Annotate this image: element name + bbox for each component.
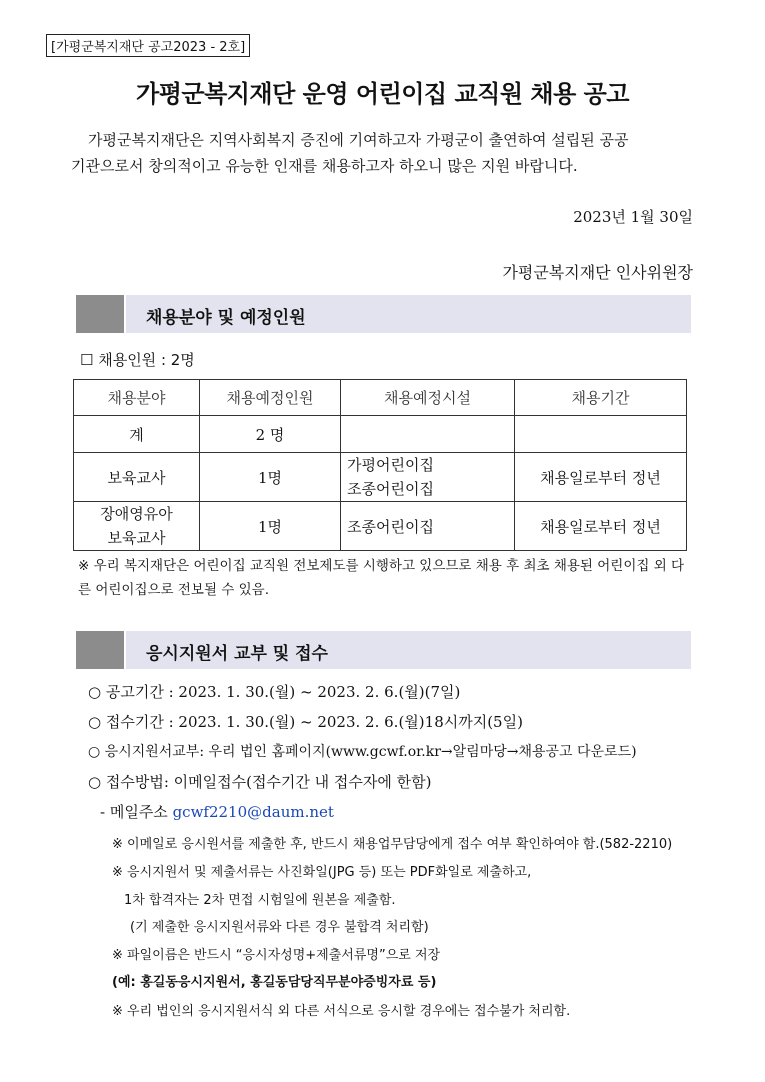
facility-name: 조종어린이집 [347, 480, 434, 498]
note-line: (예: 홍길동응시지원서, 홍길동담당직무분야증빙자료 등) [112, 975, 437, 990]
table-header: 채용예정인원 [200, 380, 341, 416]
table-row-total [74, 416, 687, 453]
table-cell: 1명 [200, 502, 341, 551]
email-label: - 메일주소 [100, 803, 173, 821]
field-name: 장애영유아 [100, 505, 173, 523]
table-cell: 채용일로부터 정년 [515, 502, 687, 551]
section-marker-icon [76, 295, 124, 333]
section-heading: 응시지원서 교부 및 접수 [146, 644, 328, 664]
note-line: ※ 이메일로 응시원서를 제출한 후, 반드시 채용업무담당에게 접수 여부 확인하여야 함.(582-2210) [112, 837, 673, 852]
email-line [100, 801, 334, 822]
table-cell: 채용일로부터 정년 [515, 453, 687, 502]
page-title: 가평군복지재단 운영 어린이집 교직원 채용 공고 [136, 80, 629, 108]
list-item: ○ 접수기간 : 2023. 1. 30.(월) ~ 2023. 2. 6.(월)18시까지(5일) [88, 713, 523, 731]
section-header-application [76, 631, 691, 669]
field-name: 보육교사 [107, 529, 166, 547]
table-cell [74, 502, 200, 551]
note-line: ※ 응시지원서 및 제출서류는 사진화일(JPG 등) 또는 PDF화일로 제출하고, [112, 865, 532, 880]
note-line: 1차 합격자는 2차 면접 시험일에 원본을 제출함. [124, 893, 396, 908]
intro-line-2: 기관으로서 창의적이고 유능한 인재를 채용하고자 하오니 많은 지원 바랍니다. [71, 157, 578, 175]
table-cell [341, 453, 515, 502]
facility-name: 가평어린이집 [347, 456, 434, 474]
email-address[interactable]: gcwf2210@daum.net [172, 803, 334, 821]
note-line: (기 제출한 응시지원서류와 다른 경우 불합격 처리함) [130, 920, 429, 935]
transfer-note: ※ 우리 복지재단은 어린이집 교직원 전보제도를 시행하고 있으므로 채용 후 최초 채용된 어린이집 외 다른 어린이집으로 전보될 수 있음. [78, 558, 685, 598]
table-cell: 조종어린이집 [341, 502, 515, 551]
notice-number: [가평군복지재단 공고2023 - 2호] [46, 34, 250, 57]
table-cell: 보육교사 [74, 453, 200, 502]
table-header-row [74, 380, 687, 416]
table-header: 채용분야 [74, 380, 200, 416]
recruit-count: ☐ 채용인원 : 2명 [80, 351, 195, 369]
list-item: ○ 응시지원서교부: 우리 법인 홈페이지(www.gcwf.or.kr→알림마당→채용공고 다운로드) [88, 744, 637, 760]
note-line: ※ 파일이름은 반드시 “응시자성명+제출서류명”으로 저장 [112, 948, 441, 963]
table-row [74, 453, 687, 502]
section-marker-icon [76, 631, 124, 669]
note-line: ※ 우리 법인의 응시지원서식 외 다른 서식으로 응시할 경우에는 접수불가 처리함. [112, 1004, 571, 1019]
table-header: 채용기간 [515, 380, 687, 416]
list-item: ○ 접수방법: 이메일접수(접수기간 내 접수자에 한함) [88, 773, 432, 791]
list-item: ○ 공고기간 : 2023. 1. 30.(월) ~ 2023. 2. 6.(월)(7일) [88, 683, 461, 701]
table-header: 채용예정시설 [341, 380, 515, 416]
table-cell: 계 [74, 416, 200, 453]
table-cell: 1명 [200, 453, 341, 502]
table-cell [341, 416, 515, 453]
section-heading: 채용분야 및 예정인원 [146, 308, 306, 328]
section-header-positions [76, 295, 691, 333]
recruitment-table [73, 379, 687, 551]
notice-date: 2023년 1월 30일 [573, 208, 693, 226]
table-cell [515, 416, 687, 453]
intro-line-1: 가평군복지재단은 지역사회복지 증진에 기여하고자 가평군이 출연하여 설립된 공공 [88, 131, 629, 149]
issuing-organization: 가평군복지재단 인사위원장 [502, 263, 693, 282]
table-cell: 2 명 [200, 416, 341, 453]
table-row [74, 502, 687, 551]
